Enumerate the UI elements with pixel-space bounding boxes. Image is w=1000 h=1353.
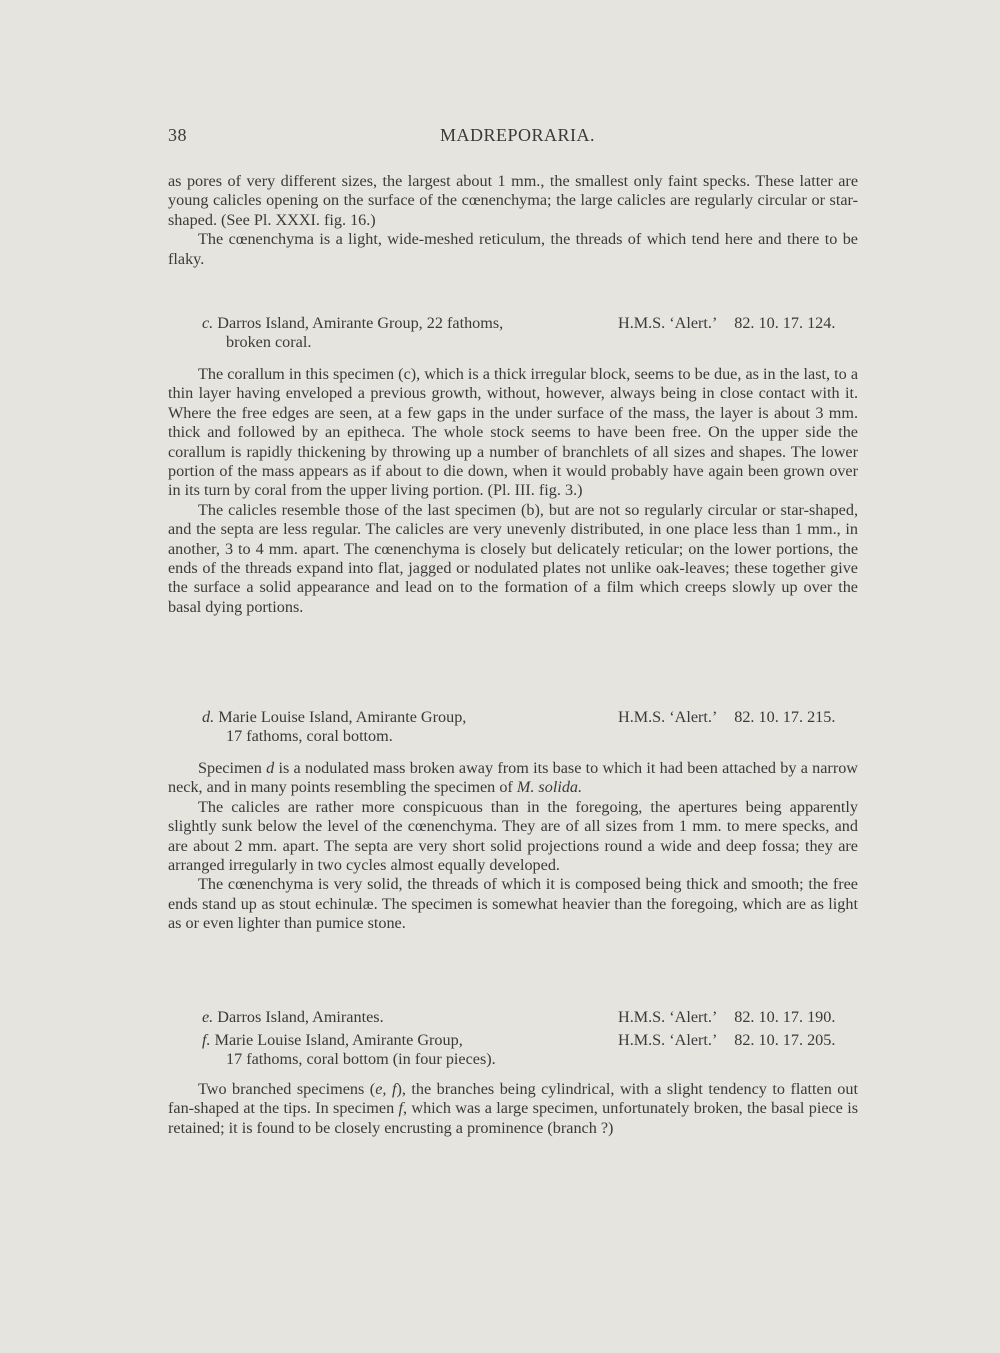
text-block-2: [168, 365, 858, 617]
specimen-locality: [202, 1031, 582, 1070]
ship-name: H.M.S. ‘Alert.’: [618, 708, 717, 726]
specimen-letter: e.: [202, 1008, 214, 1026]
locality-text: Darros Island, Amirante Group, 22 fathoms,: [217, 314, 504, 332]
specimen-letter: d.: [202, 708, 215, 726]
locality-continuation: 17 fathoms, coral bottom (in four pieces).: [226, 1050, 496, 1069]
locality-continuation: broken coral.: [226, 333, 312, 352]
paragraph: The cœnenchyma is very solid, the threads of which it is composed being thick and smooth; the free ends stand up as stout echinulæ. The specimen is somewhat heavier than the foregoing, which are as light as or even lighter than pumice stone.: [168, 875, 858, 933]
paragraph: The calicles are rather more conspicuous than in the foregoing, the apertures being apparently slightly sunk below the level of the cœnenchyma. They are of all sizes from 1 mm. to mere specks, and are about 2 mm. apart. The septa are very short solid projections round a wide and deep fossa; they are arranged irregularly in two cycles almost equally developed.: [168, 797, 858, 875]
paragraph: [168, 759, 858, 798]
running-head: MADREPORARIA.: [440, 125, 596, 145]
ship-name: H.M.S. ‘Alert.’: [618, 1008, 717, 1026]
register-number: 82. 10. 17. 190.: [734, 1008, 836, 1026]
page-header: [168, 125, 858, 151]
specimen-letters: e, f: [375, 1080, 397, 1098]
register-number: 82. 10. 17. 205.: [734, 1031, 836, 1049]
specimen-letter: d: [266, 759, 275, 777]
specimen-reference: [618, 1031, 835, 1050]
text-block-1: [168, 172, 858, 269]
specimen-reference: [618, 314, 835, 333]
species-name: M. solida.: [516, 778, 583, 797]
locality-text: Marie Louise Island, Amirante Group,: [218, 708, 467, 726]
text-block-3: [168, 759, 858, 934]
text-run: Specimen: [198, 759, 262, 777]
specimen-letter: f.: [202, 1031, 211, 1049]
ship-name: H.M.S. ‘Alert.’: [618, 1031, 717, 1049]
specimen-letter: c.: [202, 314, 214, 332]
text-run: is a nodulated mass broken away from its base to which it had been attached by a narrow neck, and in many points resembling the specimen of: [168, 759, 858, 797]
paragraph: The cœnenchyma is a light, wide-meshed reticulum, the threads of which tend here and there to be flaky.: [168, 230, 858, 268]
ship-name: H.M.S. ‘Alert.’: [618, 314, 717, 332]
paragraph: as pores of very different sizes, the largest about 1 mm., the smallest only faint specks. These latter are young calicles opening on the surface of the cœnenchyma; the large calicles are regularly circular or star-shaped. (See Pl. XXXI. fig. 16.): [168, 172, 858, 229]
text-run: , which was a large specimen, unfortunately broken, the basal piece is retained; it is found to be closely encrusting a prominence (branch ?): [168, 1099, 858, 1137]
specimen-locality: [202, 708, 582, 747]
page-number: 38: [168, 125, 187, 145]
locality-text: Marie Louise Island, Amirante Group,: [214, 1031, 463, 1049]
specimen-reference: [618, 708, 835, 727]
register-number: 82. 10. 17. 124.: [734, 314, 836, 332]
text-block-4: [168, 1080, 858, 1138]
paragraph: [168, 1080, 858, 1138]
locality-text: Darros Island, Amirantes.: [217, 1008, 384, 1026]
specimen-locality: [202, 1008, 532, 1027]
paragraph: The corallum in this specimen (c), which is a thick irregular block, seems to be due, as in the last, to a thin layer having enveloped a previous growth, without, however, always being in close contact with it. Where the free edges are seen, at a few gaps in the under surface of the mass, the layer is about 3 mm. thick and followed by an epitheca. The whole stock seems to have been free. On the upper side the corallum is rapidly thickening by throwing up a number of branchlets of all sizes and shapes. The lower portion of the mass appears as if about to die down, when it would probably have again been grown over in its turn by coral from the upper living portion. (Pl. III. fig. 3.): [168, 365, 858, 500]
text-run: ), the branches being cylindrical, with a slight tendency to flatten out fan-shaped at the tips. In specimen: [168, 1080, 858, 1118]
register-number: 82. 10. 17. 215.: [734, 708, 836, 726]
specimen-locality: [202, 314, 582, 353]
paragraph: The calicles resemble those of the last specimen (b), but are not so regularly circular or star-shaped, and the septa are less regular. The calicles are very unevenly distributed, in one place less than 1 mm., in another, 3 to 4 mm. apart. The cœnenchyma is closely but delicately reticular; on the lower portions, the ends of the threads expand into flat, jagged or nodulated plates not unlike oak-leaves; these together give the surface a solid appearance and lead on to the formation of a film which creeps slowly up over the basal dying portions.: [168, 500, 858, 616]
specimen-reference: [618, 1008, 835, 1027]
locality-continuation: 17 fathoms, coral bottom.: [226, 727, 393, 746]
text-run: Two branched specimens (: [198, 1080, 376, 1098]
specimen-letter: f: [398, 1099, 403, 1118]
